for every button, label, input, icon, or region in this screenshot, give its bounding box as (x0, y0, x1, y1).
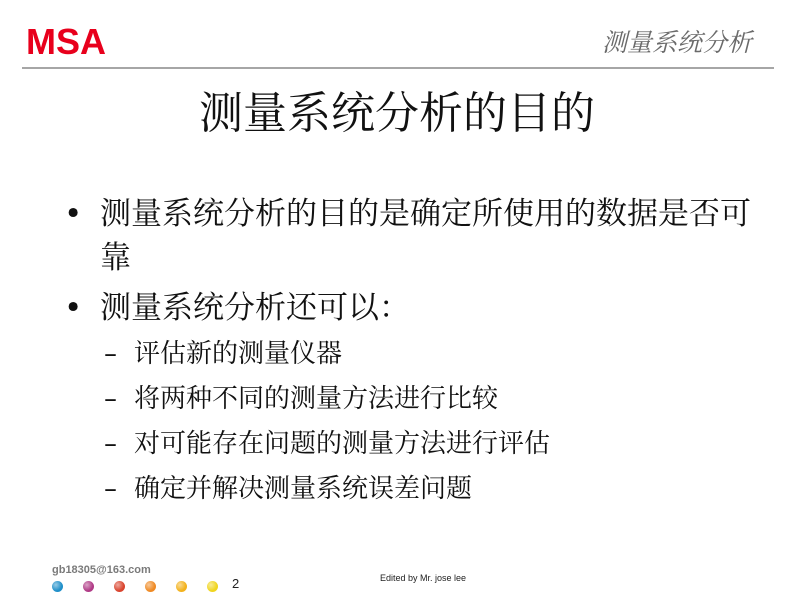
slide-title: 测量系统分析的目的 (199, 88, 595, 139)
page-number: 2 (232, 576, 240, 591)
sub-mark: – (104, 339, 117, 369)
sub-mark: – (104, 429, 117, 459)
sub-item (104, 381, 754, 417)
dot-icon (114, 581, 125, 592)
bullet-item (64, 192, 754, 280)
header-title: 测量系统分析 (601, 28, 752, 57)
dot-icon (83, 581, 94, 592)
sub-item-text: 对可能存在问题的测量方法进行评估 (134, 429, 551, 459)
sub-item-text: 确定并解决测量系统误差问题 (134, 474, 473, 504)
sub-mark: – (104, 474, 117, 504)
bullet-mark: • (64, 196, 83, 232)
sub-item-text: 评估新的测量仪器 (134, 339, 343, 369)
edited-by: Edited by Mr. jose lee (380, 573, 467, 583)
sub-item-text: 将两种不同的测量方法进行比较 (134, 384, 499, 414)
bullet-list (64, 192, 754, 516)
header-divider (22, 67, 774, 69)
bullet-mark: • (64, 290, 83, 326)
sub-item (104, 471, 754, 507)
sub-mark: – (104, 384, 117, 414)
dot-icon (52, 581, 63, 592)
dot-icon (207, 581, 218, 592)
dot-icon (145, 581, 156, 592)
sub-item (104, 426, 754, 462)
dot-icon (176, 581, 187, 592)
msa-logo: MSA (26, 21, 106, 62)
bullet-text: 测量系统分析的目的是确定所使用的数据是否可靠 (100, 196, 751, 276)
bullet-item (64, 286, 754, 330)
decorative-dots (52, 581, 218, 592)
bullet-text: 测量系统分析还可以： (100, 290, 410, 326)
sub-item (104, 336, 754, 372)
footer-email: gb18305@163.com (52, 564, 151, 576)
